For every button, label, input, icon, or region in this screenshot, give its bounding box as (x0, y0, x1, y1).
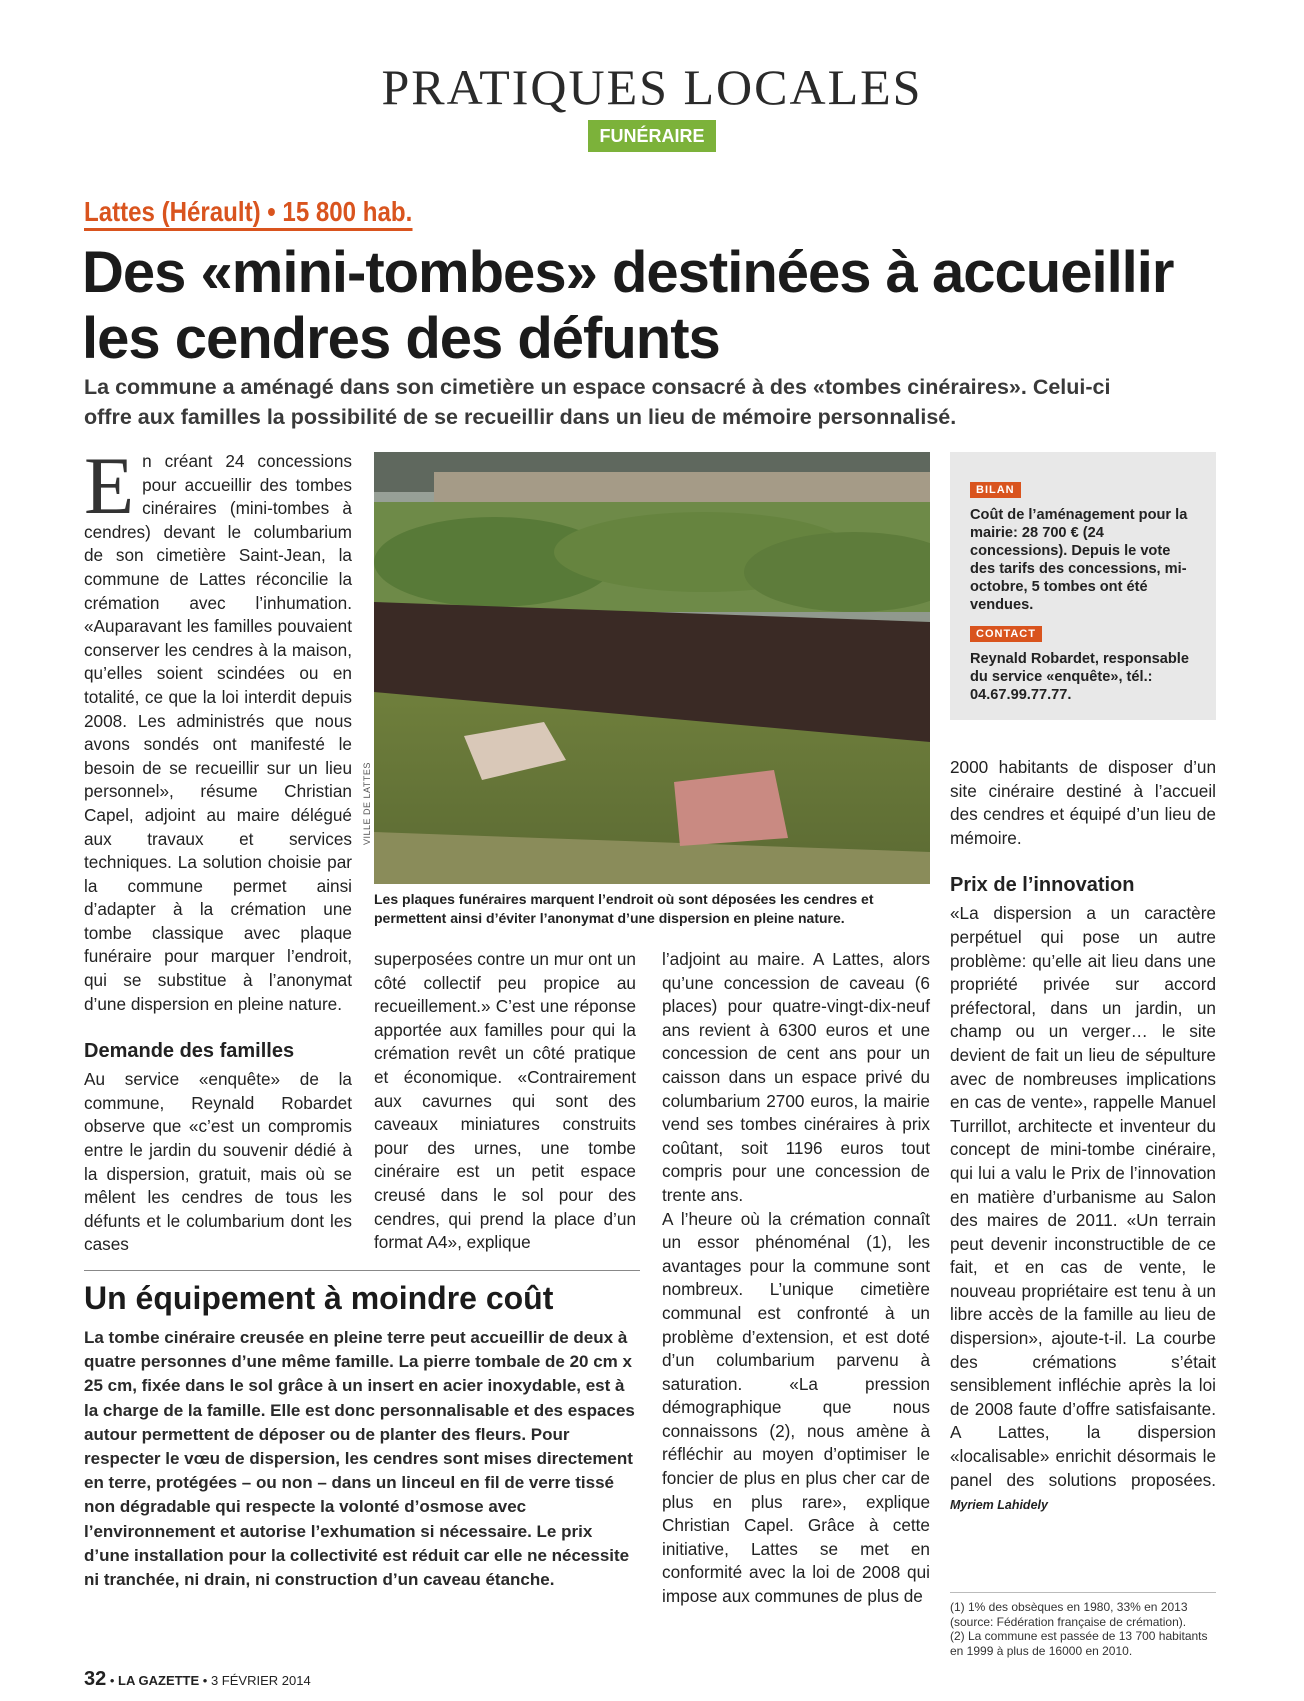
photo-caption: Les plaques funéraires marquent l’endroit où sont déposées les cendres et permettent ainsi d’éviter l’anonymat d’une dispersion en pleine nature. (374, 891, 874, 926)
footnotes (950, 1600, 1220, 1658)
publication-name: LA GAZETTE (118, 1673, 200, 1688)
footnote-2: (2) La commune est passée de 13 700 habitants en 1999 à plus de 16000 en 2010. (950, 1629, 1208, 1658)
prix-text: «La dispersion a un caractère perpétuel qui pose un autre problème: qu’elle ait lieu dans une propriété privée sur accord préfectoral, dans un jardin, un champ ou un verger… le site devient de fait un lieu de sépulture avec de nombreuses implications en cas de vente», rappelle Manuel Turrillot, architecte et inventeur du concept de mini-tombe cinéraire, qui lui a valu le Prix de l’innovation en matière d’urbanisme au Salon des maires de 2011. «Un terrain peut devenir inconstructible de ce fait, et en cas de vente, le nouveau propriétaire est tenu à un libre accès de la famille au lieu de dispersion», ajoute-t-il. La courbe des crémations s’était sensiblement infléchie après la loi de 2008 faute d’offre satisfaisante. A Lattes, la dispersion «localisable» enrichit désormais le panel des solutions proposées. (950, 903, 1216, 1490)
paragraph-intro (84, 440, 352, 1016)
intro-text: n créant 24 concessions pour accueillir des tombes cinéraires (mini-tombes à cendres) devant le columbarium de son cimetière Saint-Jean, la commune de Lattes réconcilie la crémation avec l’inhumation. «Auparavant les familles pouvaient conserver les cendres à la maison, qu’elles soient scindées ou en totalité, ce que la loi interdit depuis 2008. Les administrés que nous avons sondés ont manifesté le besoin de se recueillir sur un lieu personnel», résume Christian Capel, adjoint au maire délégué aux travaux et services techniques. La solution choisie par la commune permet ainsi d’adapter à la crémation une tombe classique avec plaque funéraire pour marquer l’endroit, qui se substitue à l’anonymat d’une dispersion en pleine nature. (84, 451, 352, 1014)
page-number: 32 (84, 1668, 107, 1690)
article-standfirst: La commune a aménagé dans son cimetière un espace consacré à des «tombes cinéraires». Celui-ci offre aux familles la possibilité de se recueillir dans un lieu de mémoire personnalisé. (84, 375, 1111, 429)
box2-title: Un équipement à moindre coût (84, 1280, 554, 1316)
cemetery-photo (374, 452, 930, 884)
box2-text: La tombe cinéraire creusée en pleine terre peut accueillir de deux à quatre personnes d’une même famille. La pierre tombale de 20 cm x 25 cm, fixée dans le sol grâce à un insert en acier inoxydable, est à la charge de la famille. Elle est donc personnalisable et des espaces autour permettent de déposer ou de planter des fleurs. Pour respecter le vœu de dispersion, les cendres sont mises directement en terre, protégées – ou non – dans un linceul en fil de verre tissé non dégradable qui respecte la volonté d’osmose avec l’environnement et autorise l’exhumation si nécessaire. Le prix d’une installation pour la collectivité est réduit car elle ne nécessite ni tranchée, ni drain, ni construction d’un caveau étanche. (84, 1328, 635, 1590)
paragraph-demande: Au service «enquête» de la commune, Reynald Robardet observe que «c’est un compromis entre le jardin du souvenir dédié à la dispersion, gratuit, mais où se mêlent les cendres de tous les défunts et le columbarium dont les cases (84, 1069, 352, 1255)
drop-cap: E (84, 440, 135, 531)
column-4 (950, 756, 1216, 1518)
paragraph-col3-b: A l’heure où la crémation connaît un essor phénoménal (1), les avantages pour la commune sont nombreux. L’unique cimetière communal est confronté à un problème d’extension, et est doté d’un columbarium parvenu à saturation. «La pression démographique que nous connaissons (2), nous amène à réfléchir au moyen d’optimiser le foncier de plus en plus cher car de plus en plus rare», explique Christian Capel. Grâce à cette initiative, Lattes se met en conformité avec la loi de 2008 qui impose aux communes de plus de (662, 1208, 930, 1607)
section-tag: FUNÉRAIRE (588, 120, 716, 152)
footer-separator-2: • (202, 1673, 211, 1688)
bilan-text: Coût de l’aménagement pour la mairie: 28 700 € (24 concessions). Depuis le vote des tarifs des concessions, mi-octobre, 5 tombes ont été vendues. (970, 507, 1188, 613)
info-box (950, 452, 1216, 720)
photo-illustration (374, 452, 930, 884)
author-signature: Myriem Lahidely (950, 1498, 1048, 1513)
subhead-prix: Prix de l’innovation (950, 874, 1135, 897)
column-1 (84, 440, 352, 1257)
page-footer (84, 1668, 311, 1691)
issue-date: 3 FÉVRIER 2014 (210, 1673, 311, 1688)
paragraph-col2: superposées contre un mur ont un côté collectif peu propice au recueillement.» C’est une réponse apportée aux familles pour qui la crémation revêt un côté pratique et économique. «Contrairement aux cavurnes qui sont des caveaux miniatures construits pour des urnes, une tombe cinéraire est un petit espace creusé dans le sol pour des cendres, qui prend la place d’un format A4», explique (374, 949, 636, 1253)
photo-credit: VILLE DE LATTES (362, 762, 372, 845)
paragraph-col4-b (950, 902, 1216, 1517)
section-rubric: PRATIQUES LOCALES (381, 59, 923, 115)
column-2 (374, 948, 636, 1255)
article-kicker: Lattes (Hérault) • 15 800 hab. (84, 196, 412, 231)
footer-separator: • (109, 1673, 119, 1688)
contact-text: Reynald Robardet, responsable du service «enquête», tél.: 04.67.99.77.77. (970, 651, 1189, 703)
column-3 (662, 948, 930, 1609)
article-headline: Des «mini-tombes» destinées à accueillir les cendres des défunts (82, 240, 1174, 371)
paragraph-col4-a: 2000 habitants de disposer d’un site cinéraire destiné à l’accueil des cendres et équipé d’un lieu de mémoire. (950, 757, 1216, 848)
footnote-1: (1) 1% des obsèques en 1980, 33% en 2013 (source: Fédération française de crémation). (950, 1600, 1188, 1629)
paragraph-col3-a: l’adjoint au maire. A Lattes, alors qu’une concession de caveau (6 places) pour quatre-vingt-dix-neuf ans revient à 6300 euros et une concession de cent ans pour un caisson dans un espace privé du columbarium 2700 euros, la mairie vend ses tombes cinéraires à prix coûtant, soit 1196 euros tout compris pour une concession de trente ans. (662, 949, 930, 1205)
notes-divider (950, 1592, 1216, 1593)
subhead-demande: Demande des familles (84, 1040, 295, 1063)
bilan-label: BILAN (970, 482, 1021, 498)
box-divider (84, 1270, 640, 1271)
contact-label: CONTACT (970, 626, 1042, 642)
